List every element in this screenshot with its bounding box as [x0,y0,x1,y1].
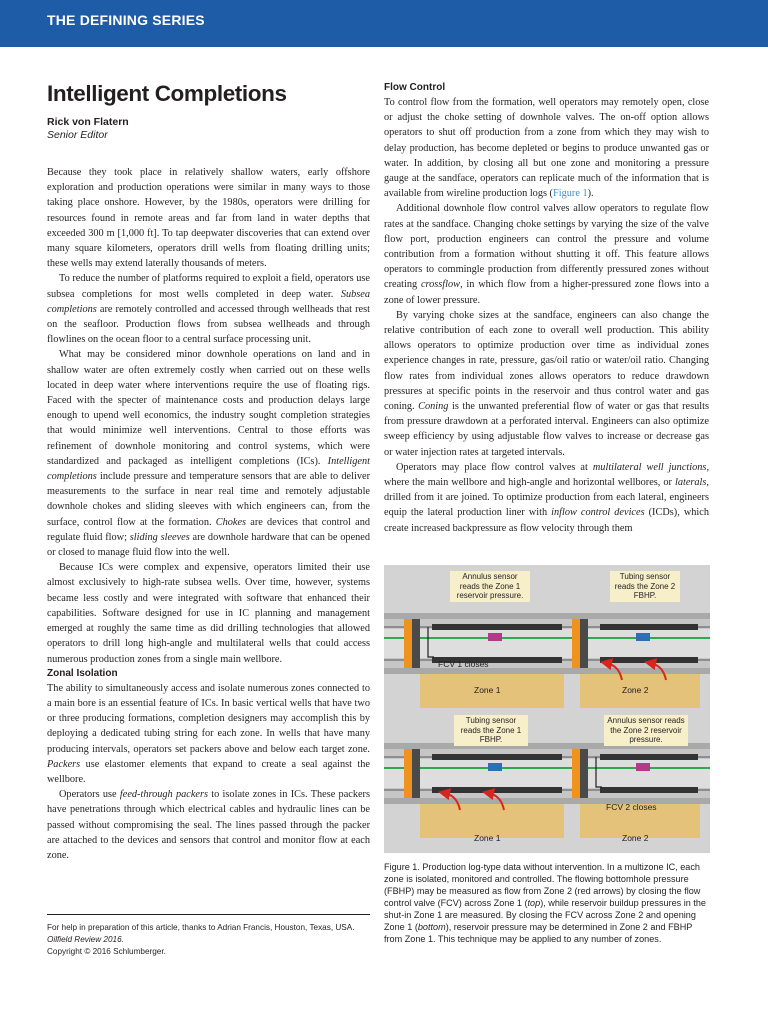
term: Packers [47,758,81,770]
fcv-label: FCV 1 closes [438,659,489,669]
paragraph: Operators use feed-through packers to isolate zones in ICs. These packers have penetrations through which electrical cables and hydraulic lines can be passed without compromising the seal. The lines passed through the packer are attached to the devices and sensors that control and monitor flow at each zone. [47,789,370,861]
figure-caption: Figure 1. Production log-type data without intervention. In a multizone IC, each zone is isolated, monitored and controlled. The flowing bottomhole pressure (FBHP) may be measured as flow from Zone 2 (red arrows) by closing the flow control valve (FCV) across Zone 1 (top), while reservoir buildup pressures in the shut-in Zone 1 are measured. By closing the FCV across Zone 2 and opening Zone 1 (bottom), reservoir pressure may be determined in Zone 2 and FBHP from Zone 1. This technique may be applied to any number of zones. [384,862,706,944]
paragraph: What may be considered minor downhole operations on land and in shallow water are often extremely costly when carried out on these wells located in deep water where interventions require the use of floating rigs. Faced with the specter of maintenance costs and production delays large enough to upend well economics, the industry sought completion strategies that would minimize well interventions. Central to those efforts was refinement of downhole monitoring and control systems, which were standardized and packaged as intelligent completions (ICs). Intelligent completions include pressure and temperature sensors that are able to deliver measurements to the surface in near real time and remotely adjustable downhole chokes and sliding sleeves with which engineers can, from the surface, control flow at the formation. Chokes are devices that control and regulate fluid flow; sliding sleeves are downhole hardware that can be opened or closed to manage fluid flow into the well. [47,349,371,559]
series-banner [0,0,768,47]
section-heading: Zonal Isolation [47,667,118,679]
paragraph: To control flow from the formation, well operators may remotely open, close or adjust the choke setting of downhole valves. The on-off option allows operators to shut off production from a zone from which they may wish to delay production, has become depleted or begins to produce unwanted gas or water. In addition, by closing all but one zone and monitoring a pressure gauge at the sandface, operators can replicate much of the information that is available from wireline production logs (Figure 1). [384,97,709,200]
annotation-label: Tubing sensor reads the Zone 1 FBHP. [454,715,528,746]
packer-icon [572,749,580,798]
footnote-acknowledgment: For help in preparation of this article, thanks to Adrian Francis, Houston, Texas, USA. [47,923,355,932]
zone-label: Zone 1 [474,685,501,695]
author-role: Senior Editor [47,129,108,141]
series-title: THE DEFINING SERIES [47,12,205,28]
packer-icon [404,619,412,668]
annulus-sensor-icon [636,763,650,771]
annulus-sensor-icon [488,633,502,641]
term: multilateral well junctions [592,461,707,473]
annotation-label: Annulus sensor reads the Zone 1 reservoir pressure. [450,571,530,602]
top-panel [384,613,710,708]
footnote-divider [47,914,370,915]
annotation-label: Annulus sensor reads the Zone 2 reservoir pressure. [604,715,688,746]
term: sliding sleeves [129,531,190,543]
annotation-label: Tubing sensor reads the Zone 2 FBHP. [610,571,680,602]
article-title: Intelligent Completions [47,81,287,106]
tubing-sensor-icon [488,763,502,771]
tubing-sensor-icon [636,633,650,641]
packer-icon [572,619,580,668]
section-heading: Flow Control [384,82,446,93]
author-name: Rick von Flatern [47,116,129,128]
zone-label: Zone 1 [474,833,501,843]
term: inflow control devices [551,507,645,519]
fcv-label: FCV 2 closes [606,802,657,812]
zone-label: Zone 2 [622,685,649,695]
term: Subsea completions [47,288,370,315]
term: Coning [418,401,449,413]
zone-label: Zone 2 [622,833,649,843]
paragraph: Because they took place in relatively shallow waters, early offshore exploration and production operations were similar in many ways to those taking place onshore. However, by the 1980s, operators were drilling for resources found in remote areas and far from land in water depths that exceeded 300 m [1,000 ft]. To tap deepwater discoveries that can extend over many square kilometers, operators drill wells from floating drilling units; these wells may extend laterally thousands of meters. [47,167,370,270]
right-column [384,81,709,536]
paragraph: Operators may place flow control valves at multilateral well junctions, where the main wellbore and high-angle and horizontal wellbores, or laterals, drilled from it are joined. To optimize production from each lateral, engineers equip the lateral production liner with inflow control devices (ICDs), which create increased backpressure as flow velocity through them [384,461,710,534]
footnotes [47,922,370,958]
paragraph: By varying choke sizes at the sandface, engineers can also change the relative contribution of each zone to overall well production. This ability allows operators to optimize production over time as individual zones experience changes in rate, pressure, gas/oil ratio or water/oil ratio. Changing flow rates from individual zones allows operators to reduce drawdown pressures at specific points in the reservoir and thus control water and gas coning. Coning is the unwanted preferential flow of water or gas that results from pressure drawdown at a perforated interval. Engineers can also optimize sweep efficiency by using adjustable flow valves to increase or decrease gas or water injection rates at targeted intervals. [384,309,709,458]
left-column [47,80,370,863]
figure-link[interactable]: Figure 1 [553,188,588,200]
paragraph: Additional downhole flow control valves allow operators to regulate flow rates at the sandface. Changing choke settings by varying the size of the valve flow port, production engineers can control the pressure and volume contribution from a formation without shutting it off. This feature allows operators to commingle production from differently pressured zones without creating crossflow, in which flow from a higher-pressured zone flows into a zone of lower pressure. [384,203,710,306]
footnote-copyright: Copyright © 2016 Schlumberger. [47,947,166,956]
packer-icon [404,749,412,798]
term: crossflow [420,279,461,291]
footnote-citation: Oilfield Review 2016. [47,935,124,944]
term: laterals [674,477,707,489]
well-diagram [384,565,710,853]
bottom-panel [384,743,710,838]
paragraph: To reduce the number of platforms required to exploit a field, operators use subsea completions for most wells completed in deep water. Subsea completions are remotely controlled and accessed through wellheads that rest on the seafloor. Production flows from subsea wellheads and through flowlines on the ocean floor to a central surface processing unit. [47,273,370,346]
term: Chokes [215,516,247,528]
paragraph: Because ICs were complex and expensive, operators limited their use almost exclusively to high-rate subsea wells. Over time, however, systems became less costly and were integrated with software that enhanced their capabilities. Software designed for use in IC planning and management emerged at roughly the same time as did drilling technologies that allowed operators to drill long high-angle and multilateral wells that could access numerous production zones from a single main wellbore. [47,562,370,665]
term: feed-through packers [119,789,208,801]
paragraph: The ability to simultaneously access and isolate numerous zones connected to a main bore is an essential feature of ICs. In basic vertical wells that have two or three producing formations, completion designers may accomplish this by deploying a dedicated tubing string for each zone. In wells that have many producing intervals, operators set packers above and below each target zone. Packers use elastomer elements that expand to create a seal against the wellbore. [47,682,370,785]
figure-1-diagram [384,565,710,853]
term: Intelligent completions [47,455,370,483]
